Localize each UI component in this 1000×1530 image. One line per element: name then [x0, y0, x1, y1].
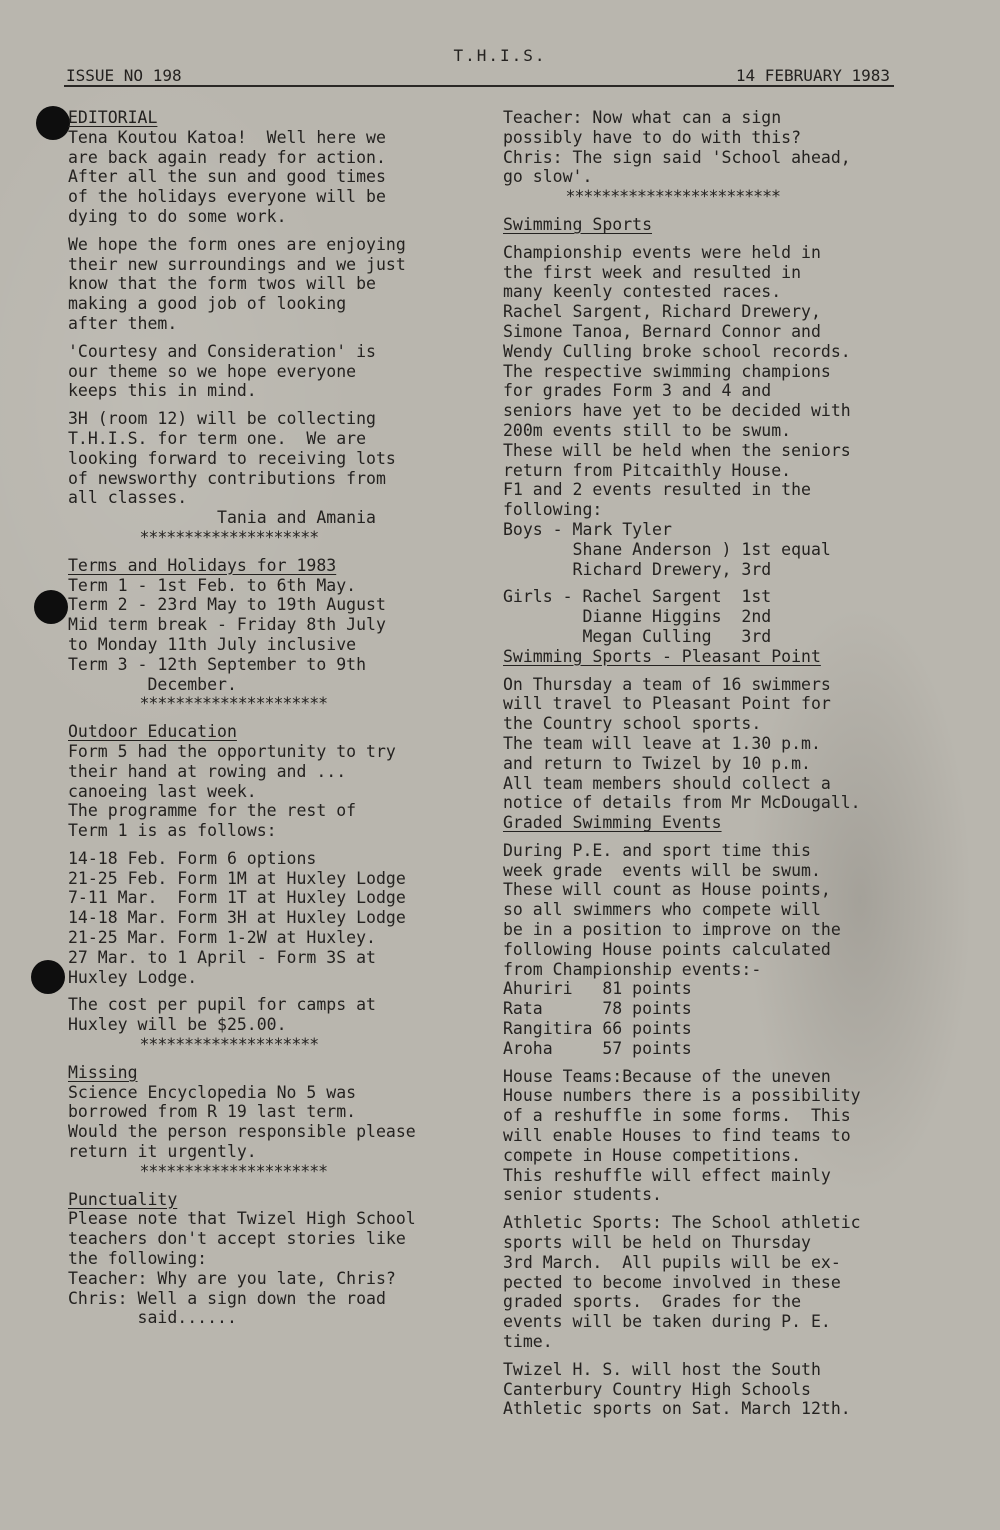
issue-number: ISSUE NO 198	[66, 66, 182, 85]
text-line: Canterbury Country High Schools	[503, 1379, 811, 1399]
text-line: Dianne Higgins 2nd	[503, 607, 772, 627]
section-heading: Terms and Holidays for 1983	[68, 555, 337, 575]
text-line: keeps this in mind.	[68, 381, 257, 401]
newsletter-title: T.H.I.S.	[453, 46, 547, 65]
text-line: Please note that Twizel High School	[68, 1209, 416, 1229]
text-line: all classes.	[68, 488, 188, 508]
section-heading: Missing	[68, 1062, 138, 1082]
text-line: said......	[68, 1308, 237, 1328]
text-line: Aroha 57 points	[503, 1038, 692, 1058]
text-line: All team members should collect a	[503, 773, 831, 793]
text-line: Form 5 had the opportunity to try	[68, 741, 396, 761]
paragraph-gap	[68, 401, 508, 409]
text-line: Athletic Sports: The School athletic	[503, 1213, 861, 1233]
text-line: Boys - Mark Tyler	[503, 519, 672, 539]
punch-hole	[31, 960, 65, 994]
text-line: We hope the form ones are enjoying	[68, 234, 406, 254]
paragraph-gap	[503, 833, 963, 841]
text-line: House numbers there is a possibility	[503, 1086, 861, 1106]
text-line: know that the form twos will be	[68, 274, 376, 294]
section-divider: ********************	[68, 1035, 319, 1055]
text-line: Term 1 is as follows:	[68, 821, 277, 841]
text-line: pected to become involved in these	[503, 1272, 841, 1292]
paragraph-gap	[68, 1182, 508, 1190]
text-line: Term 1 - 1st Feb. to 6th May.	[68, 575, 357, 595]
text-line: many keenly contested races.	[503, 282, 782, 302]
text-line: 7-11 Mar. Form 1T at Huxley Lodge	[68, 888, 406, 908]
section-heading: EDITORIAL	[68, 108, 158, 127]
text-line: seniors have yet to be decided with	[503, 401, 851, 421]
section-divider: ************************	[503, 187, 780, 207]
text-line: Huxley Lodge.	[68, 967, 198, 987]
text-line: Championship events were held in	[503, 242, 821, 262]
text-line: The cost per pupil for camps at	[68, 995, 376, 1015]
text-line: will enable Houses to find teams to	[503, 1126, 851, 1146]
text-line: Rata 78 points	[503, 999, 692, 1019]
section-divider: ********************	[68, 527, 319, 547]
right-column	[503, 108, 963, 1419]
text-line: During P.E. and sport time this	[503, 840, 811, 860]
text-line: possibly have to do with this?	[503, 127, 802, 147]
section-heading: Outdoor Education	[68, 722, 237, 742]
text-line: This reshuffle will effect mainly	[503, 1165, 831, 1185]
text-line: sports will be held on Thursday	[503, 1233, 811, 1253]
text-line: their hand at rowing and ...	[68, 761, 347, 781]
text-line: Science Encyclopedia No 5 was	[68, 1082, 357, 1102]
text-line: canoeing last week.	[68, 781, 257, 801]
text-line: compete in House competitions.	[503, 1145, 802, 1165]
paragraph-gap	[503, 235, 963, 243]
text-line: 21-25 Mar. Form 1-2W at Huxley.	[68, 928, 376, 948]
text-line: Teacher: Why are you late, Chris?	[68, 1268, 396, 1288]
text-line: borrowed from R 19 last term.	[68, 1102, 357, 1122]
text-line: of the holidays everyone will be	[68, 187, 386, 207]
punch-hole	[36, 106, 70, 140]
paragraph-gap	[503, 1352, 963, 1360]
paragraph-gap	[503, 667, 963, 675]
text-line: Girls - Rachel Sargent 1st	[503, 587, 772, 607]
paragraph-gap	[503, 207, 963, 215]
text-line: House Teams:Because of the uneven	[503, 1066, 831, 1086]
text-line: Wendy Culling broke school records.	[503, 341, 851, 361]
text-line: T.H.I.S. for term one. We are	[68, 428, 367, 448]
text-line: of a reshuffle in some forms. This	[503, 1106, 851, 1126]
text-line: Teacher: Now what can a sign	[503, 108, 782, 127]
text-line: senior students.	[503, 1185, 662, 1205]
text-line: 3H (room 12) will be collecting	[68, 409, 376, 429]
left-column	[68, 108, 508, 1328]
text-line: notice of details from Mr McDougall.	[503, 793, 861, 813]
text-line: These will count as House points,	[503, 880, 831, 900]
text-line: Would the person responsible please	[68, 1122, 416, 1142]
text-line: go slow'.	[503, 167, 593, 187]
text-line: be in a position to improve on the	[503, 920, 841, 940]
text-line: their new surroundings and we just	[68, 254, 406, 274]
text-line: the following:	[68, 1249, 208, 1269]
text-line: are back again ready for action.	[68, 147, 386, 167]
text-line: Rangitira 66 points	[503, 1019, 692, 1039]
text-line: 14-18 Mar. Form 3H at Huxley Lodge	[68, 908, 406, 928]
text-line: Chris: The sign said 'School ahead,	[503, 147, 851, 167]
paragraph-gap	[503, 579, 963, 587]
text-line: The programme for the rest of	[68, 801, 357, 821]
text-line: 200m events still to be swum.	[503, 420, 792, 440]
text-line: Ahuriri 81 points	[503, 979, 692, 999]
paragraph-gap	[68, 714, 508, 722]
text-line: The team will leave at 1.30 p.m.	[503, 733, 821, 753]
text-line: Huxley will be $25.00.	[68, 1015, 287, 1035]
text-line: 27 Mar. to 1 April - Form 3S at	[68, 947, 376, 967]
text-line: will travel to Pleasant Point for	[503, 694, 831, 714]
paragraph-gap	[503, 1059, 963, 1067]
text-line: Mid term break - Friday 8th July	[68, 615, 386, 635]
text-line: Tena Koutou Katoa! Well here we	[68, 127, 386, 147]
text-line: These will be held when the seniors	[503, 440, 851, 460]
paragraph-gap	[68, 227, 508, 235]
text-line: Term 2 - 23rd May to 19th August	[68, 595, 386, 615]
text-line: Term 3 - 12th September to 9th	[68, 654, 367, 674]
text-line: teachers don't accept stories like	[68, 1229, 406, 1249]
section-heading: Swimming Sports	[503, 214, 653, 234]
section-divider: *********************	[68, 1161, 328, 1181]
text-line: looking forward to receiving lots	[68, 448, 396, 468]
paragraph-gap	[503, 1205, 963, 1213]
paragraph-gap	[68, 841, 508, 849]
text-line: time.	[503, 1332, 553, 1352]
text-line: and return to Twizel by 10 p.m.	[503, 753, 811, 773]
text-line: the first week and resulted in	[503, 262, 802, 282]
section-heading: Graded Swimming Events	[503, 813, 722, 833]
text-line: December.	[68, 674, 237, 694]
text-line: our theme so we hope everyone	[68, 361, 357, 381]
text-line: week grade events will be swum.	[503, 860, 821, 880]
text-line: Twizel H. S. will host the South	[503, 1359, 821, 1379]
section-divider: *********************	[68, 694, 328, 714]
text-line: from Championship events:-	[503, 959, 762, 979]
text-line: making a good job of looking	[68, 294, 347, 314]
text-line: after them.	[68, 313, 178, 333]
text-line: following House points calculated	[503, 939, 831, 959]
text-line: On Thursday a team of 16 swimmers	[503, 674, 831, 694]
text-line: for grades Form 3 and 4 and	[503, 381, 772, 401]
text-line: Chris: Well a sign down the road	[68, 1288, 386, 1308]
section-heading: Swimming Sports - Pleasant Point	[503, 646, 821, 666]
text-line: Athletic sports on Sat. March 12th.	[503, 1399, 851, 1419]
text-line: of newsworthy contributions from	[68, 468, 386, 488]
text-line: Tania and Amania	[68, 508, 376, 528]
text-line: 14-18 Feb. Form 6 options	[68, 848, 317, 868]
text-line: 'Courtesy and Consideration' is	[68, 341, 376, 361]
paragraph-gap	[68, 987, 508, 995]
text-line: return from Pitcaithly House.	[503, 460, 792, 480]
paragraph-gap	[68, 1055, 508, 1063]
text-line: events will be taken during P. E.	[503, 1312, 831, 1332]
text-line: The respective swimming champions	[503, 361, 831, 381]
punch-hole	[34, 590, 68, 624]
text-line: following:	[503, 500, 603, 520]
paragraph-gap	[68, 548, 508, 556]
text-line: 3rd March. All pupils will be ex-	[503, 1252, 841, 1272]
text-line: Megan Culling 3rd	[503, 626, 772, 646]
text-line: 21-25 Feb. Form 1M at Huxley Lodge	[68, 868, 406, 888]
text-line: Rachel Sargent, Richard Drewery,	[503, 302, 821, 322]
issue-date: 14 FEBRUARY 1983	[735, 66, 890, 85]
header-rule	[64, 85, 894, 87]
text-line: to Monday 11th July inclusive	[68, 634, 357, 654]
text-line: After all the sun and good times	[68, 167, 386, 187]
text-line: F1 and 2 events resulted in the	[503, 480, 811, 500]
text-line: so all swimmers who compete will	[503, 900, 821, 920]
text-line: Simone Tanoa, Bernard Connor and	[503, 321, 821, 341]
text-line: graded sports. Grades for the	[503, 1292, 802, 1312]
text-line: dying to do some work.	[68, 206, 287, 226]
paragraph-gap	[68, 334, 508, 342]
text-line: Richard Drewery, 3rd	[503, 559, 772, 579]
text-line: Shane Anderson ) 1st equal	[503, 539, 831, 559]
text-line: return it urgently.	[68, 1142, 257, 1162]
text-line: the Country school sports.	[503, 714, 762, 734]
section-heading: Punctuality	[68, 1189, 178, 1209]
